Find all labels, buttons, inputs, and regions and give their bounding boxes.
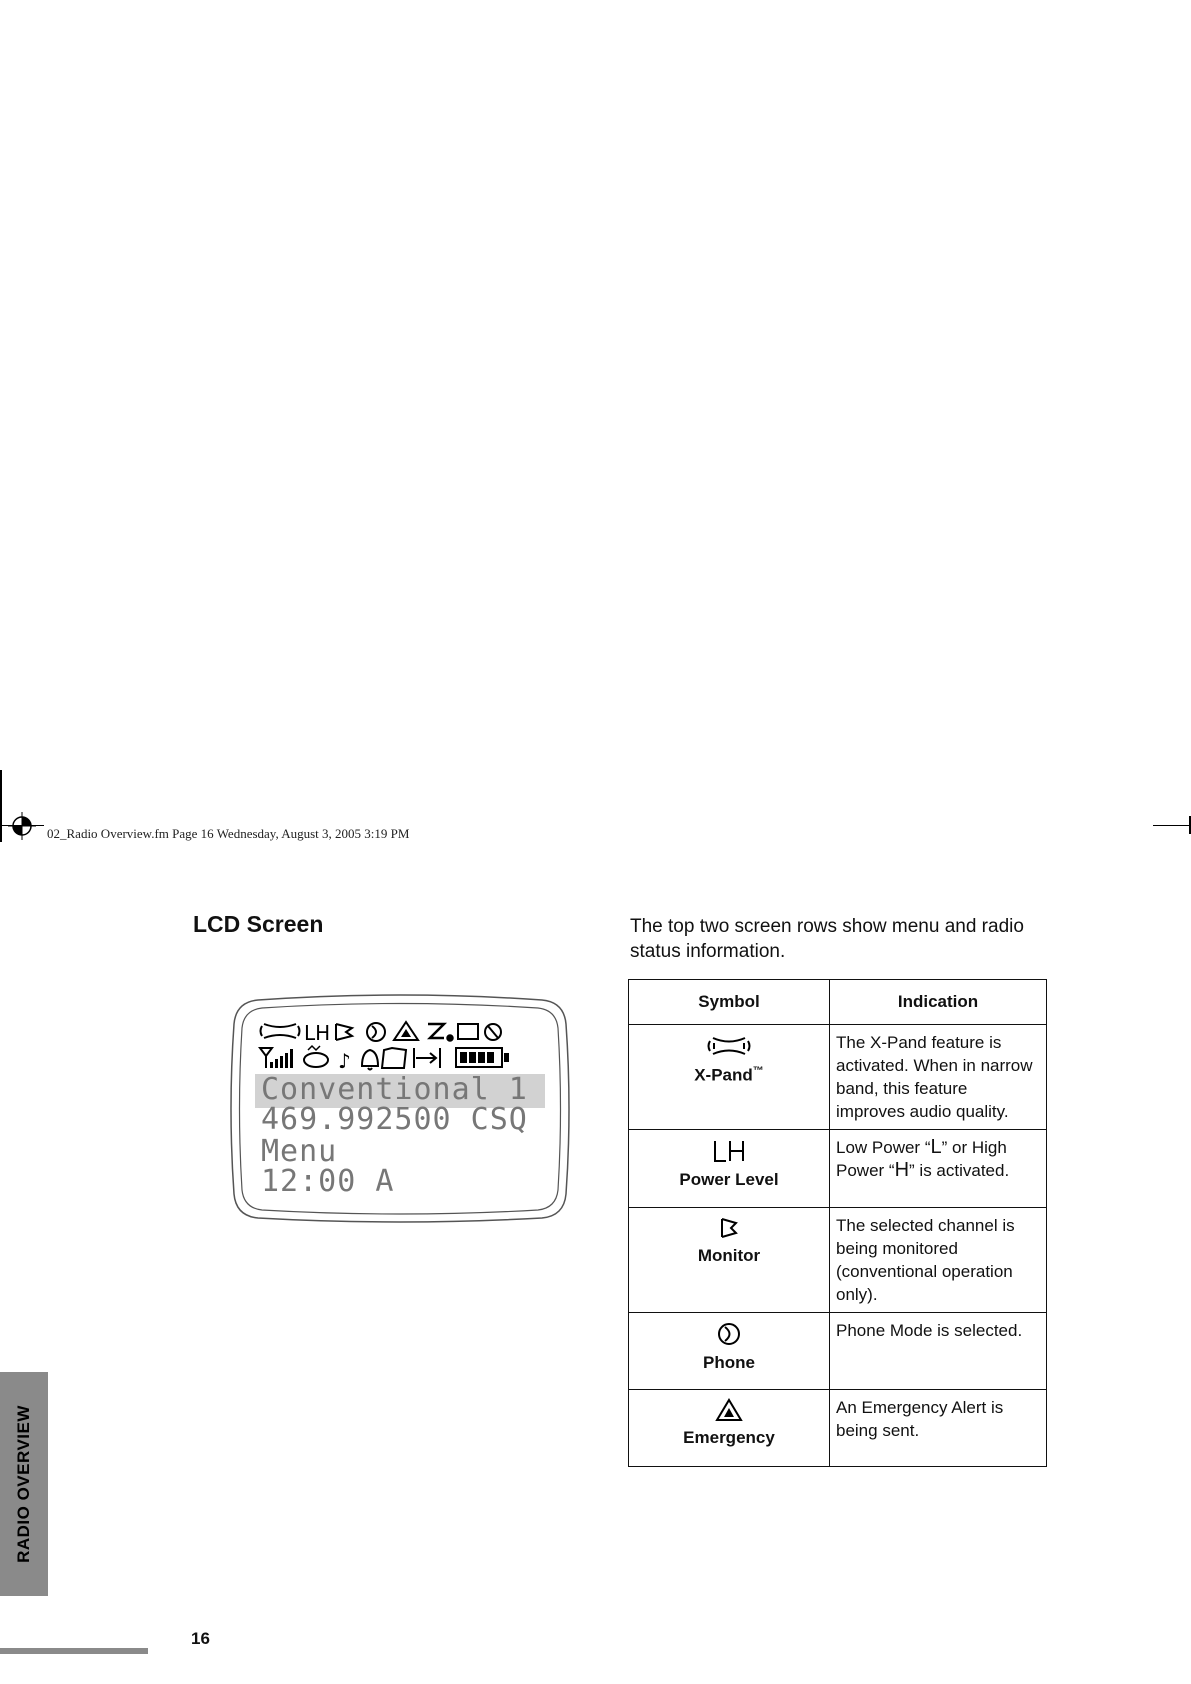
emergency-icon <box>715 1398 743 1422</box>
phone-icon <box>367 1023 385 1041</box>
table-row <box>629 1208 1047 1313</box>
section-title: LCD Screen <box>193 911 324 937</box>
page-number: 16 <box>191 1629 210 1648</box>
scan-icon <box>428 1024 453 1041</box>
side-tab-label: RADIO OVERVIEW <box>14 1405 33 1563</box>
file-header: 02_Radio Overview.fm Page 16 Wednesday, August 3, 2005 3:19 PM <box>47 826 410 841</box>
lcd-line-menu: Menu <box>261 1134 338 1169</box>
indication-cell: The selected channel is being monitored (conventional operation only). <box>830 1208 1047 1313</box>
monitor-icon <box>336 1024 352 1040</box>
power-level-icon <box>712 1138 746 1164</box>
indication-cell: Phone Mode is selected. <box>830 1313 1047 1390</box>
table-row <box>629 1130 1047 1208</box>
power-level-icon: LH <box>304 1021 331 1045</box>
high-power-glyph: H <box>894 1159 910 1181</box>
symbol-table <box>628 979 1047 1467</box>
section-side-tab <box>0 1372 48 1596</box>
header-indication: Indication <box>830 980 1047 1025</box>
intro-text: The top two screen rows show menu and radio status information. <box>630 916 1024 962</box>
music-note-icon: ♪ <box>338 1049 351 1073</box>
crop-mark-horizontal-right <box>1153 825 1191 826</box>
symbol-cell <box>629 1130 830 1208</box>
symbol-cell <box>629 1313 830 1390</box>
symbol-name: Power Level <box>679 1170 779 1189</box>
bell-icon <box>362 1050 378 1070</box>
lcd-status-icons <box>258 1018 548 1074</box>
symbol-name: Emergency <box>683 1428 775 1447</box>
battery-icon <box>456 1048 509 1067</box>
crop-mark-vertical-left <box>0 770 2 842</box>
symbol-name: Monitor <box>697 1246 761 1265</box>
indication-cell: An Emergency Alert is being sent. <box>830 1390 1047 1467</box>
tab-icon <box>414 1048 440 1068</box>
monitor-icon <box>718 1216 740 1240</box>
header-symbol: Symbol <box>629 980 830 1025</box>
table-row <box>629 1313 1047 1390</box>
table-header-row <box>629 980 1047 1025</box>
indication-cell: The X-Pand feature is activated. When in narrow band, this feature improves audio quality. <box>830 1025 1047 1130</box>
low-power-glyph: L <box>930 1136 942 1158</box>
symbol-cell <box>629 1390 830 1467</box>
footer-bar <box>0 1648 148 1654</box>
symbol-name: X-Pand™ <box>694 1065 764 1085</box>
symbol-name: Phone <box>703 1353 755 1372</box>
lcd-line-frequency: 469.992500 CSQ <box>261 1102 528 1137</box>
registration-mark-icon <box>8 812 36 840</box>
phone-icon <box>716 1321 742 1347</box>
folder-icon <box>382 1048 406 1068</box>
emergency-icon <box>394 1022 418 1040</box>
xpand-icon <box>705 1033 753 1059</box>
table-row <box>629 1025 1047 1130</box>
lcd-line-channel: Conventional 1 <box>261 1072 528 1107</box>
indication-cell: Low Power “L” or High Power “H” is activated. <box>830 1130 1047 1208</box>
lcd-line-time: 12:00 A <box>261 1164 395 1199</box>
signal-strength-icon <box>260 1048 293 1068</box>
table-row <box>629 1390 1047 1467</box>
xpand-icon <box>261 1024 300 1038</box>
prohibit-icon <box>485 1024 501 1040</box>
talkaround-icon <box>304 1046 328 1067</box>
message-icon <box>458 1024 478 1039</box>
lcd-screen-illustration <box>228 994 572 1224</box>
symbol-cell <box>629 1025 830 1130</box>
symbol-cell <box>629 1208 830 1313</box>
